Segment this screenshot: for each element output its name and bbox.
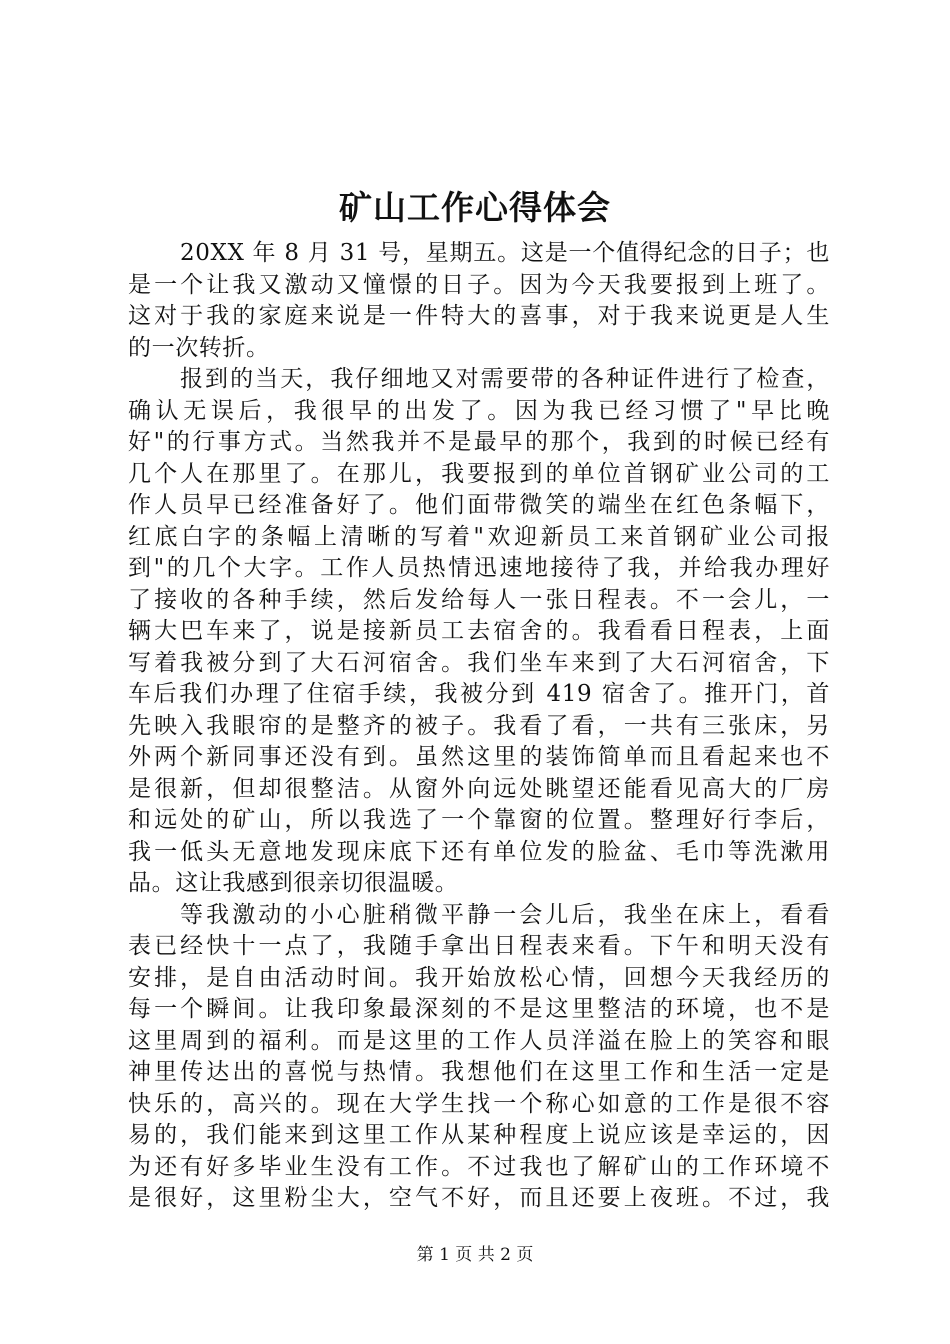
text-line: 为还有好多毕业生没有工作。不过我也了解矿山的工作环境不	[128, 1153, 830, 1180]
text-line: 车后我们办理了住宿手续，我被分到 419 宿舍了。推开门，首	[128, 681, 830, 707]
text-line: 安排，是自由活动时间。我开始放松心情，回想今天我经历的	[128, 964, 830, 991]
text-line: 等我激动的小心脏稍微平静一会儿后，我坐在床上，看看	[180, 901, 830, 928]
text-line: 到"的几个大字。工作人员热情迅速地接待了我，并给我办理好	[128, 555, 830, 581]
text-line: 的一次转折。	[128, 334, 270, 361]
text-line: 品。这让我感到很亲切很温暖。	[128, 870, 459, 896]
text-line: 了接收的各种手续，然后发给每人一张日程表。不一会儿，一	[128, 586, 830, 613]
text-line: 先映入我眼帘的是整齐的被子。我看了看，一共有三张床，另	[128, 712, 830, 739]
document-body	[128, 238, 830, 1215]
text-line: 好"的行事方式。当然我并不是最早的那个，我到的时候已经有	[128, 429, 830, 455]
text-line: 是很好，这里粉尘大，空气不好，而且还要上夜班。不过，我	[128, 1185, 830, 1211]
text-line: 每一个瞬间。让我印象最深刻的不是这里整洁的环境，也不是	[128, 996, 830, 1022]
text-line: 这里周到的福利。而是这里的工作人员洋溢在脸上的笑容和眼	[128, 1027, 830, 1054]
text-line: 20XX 年 8 月 31 号，星期五。这是一个值得纪念的日子；也	[180, 240, 830, 266]
text-line: 几个人在那里了。在那儿，我要报到的单位首钢矿业公司的工	[128, 460, 830, 487]
text-line: 易的，我们能来到这里工作从某种程度上说应该是幸运的，因	[128, 1122, 830, 1148]
document-title: 矿山工作心得体会	[339, 188, 611, 227]
paragraph-3	[128, 900, 830, 1215]
text-line: 神里传达出的喜悦与热情。我想他们在这里工作和生活一定是	[128, 1059, 830, 1085]
text-line: 快乐的，高兴的。现在大学生找一个称心如意的工作是很不容	[128, 1090, 830, 1117]
text-line: 表已经快十一点了，我随手拿出日程表来看。下午和明天没有	[128, 933, 830, 959]
text-line: 辆大巴车来了，说是接新员工去宿舍的。我看看日程表，上面	[128, 618, 830, 644]
text-line: 这对于我的家庭来说是一件特大的喜事，对于我来说更是人生	[128, 303, 830, 329]
text-line: 作人员早已经准备好了。他们面带微笑的端坐在红色条幅下，	[128, 492, 830, 518]
paragraph-1	[128, 238, 830, 364]
text-line: 和远处的矿山，所以我选了一个靠窗的位置。整理好行李后，	[128, 807, 830, 833]
text-line: 是很新，但却很整洁。从窗外向远处眺望还能看见高大的厂房	[128, 775, 830, 802]
paragraph-2	[128, 364, 830, 900]
text-line: 红底白字的条幅上清晰的写着"欢迎新员工来首钢矿业公司报	[128, 523, 830, 550]
text-line: 确认无误后，我很早的出发了。因为我已经习惯了"早比晚	[128, 397, 830, 424]
text-line: 我一低头无意地发现床底下还有单位发的脸盆、毛巾等洗漱用	[128, 838, 830, 865]
text-line: 是一个让我又激动又憧憬的日子。因为今天我要报到上班了。	[128, 271, 830, 298]
text-line: 外两个新同事还没有到。虽然这里的装饰简单而且看起来也不	[128, 744, 830, 770]
text-line: 报到的当天，我仔细地又对需要带的各种证件进行了检查，	[180, 366, 830, 392]
page-number-footer: 第 1 页 共 2 页	[416, 1245, 534, 1265]
text-line: 写着我被分到了大石河宿舍。我们坐车来到了大石河宿舍，下	[128, 649, 830, 676]
